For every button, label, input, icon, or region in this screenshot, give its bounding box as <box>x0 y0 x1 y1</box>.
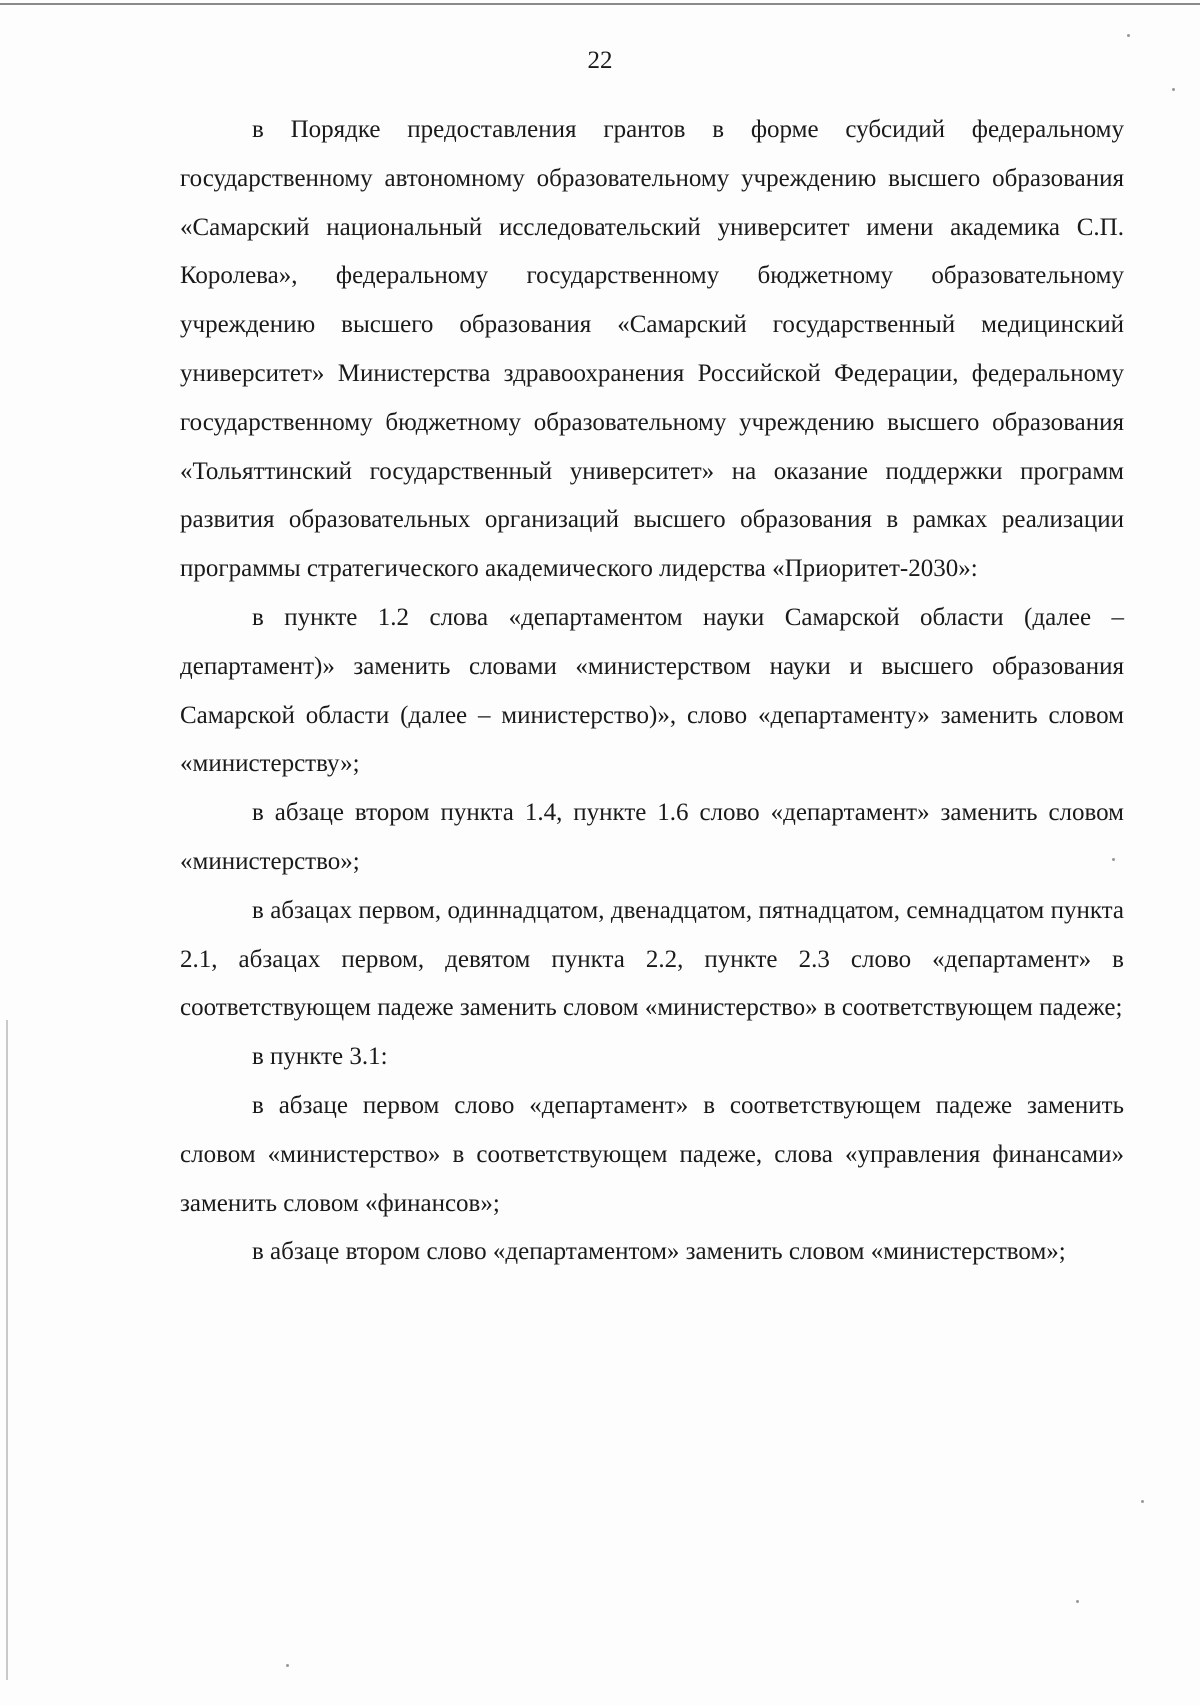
scan-speck <box>1127 34 1130 37</box>
page-number: 22 <box>587 47 613 74</box>
paragraph-clause-1-4: в абзаце втором пункта 1.4, пункте 1.6 слово «департамент» заменить словом «министерство»; <box>180 799 1124 875</box>
scan-top-border <box>0 3 1200 5</box>
scan-left-edge <box>6 1020 8 1680</box>
paragraph-grant-procedure: в Порядке предоставления грантов в форме субсидий федеральному государственному автономному образовательному учреждению высшего образования «Самарский национальный исследовательский университет имени академика С.П. Королева», федеральному государственному бюджетному образовательному учреждению высшего образования «Самарский государственный медицинский университет» Министерства здравоохранения Российской Федерации, федеральному государственному бюджетному образовательному учреждению высшего образования «Тольяттинский государственный университет» на оказание поддержки программ развития образовательных организаций высшего образования в рамках реализации программы стратегического академического лидерства «Приоритет-2030»: <box>180 116 1124 583</box>
scan-speck <box>1172 88 1175 91</box>
document-body <box>180 106 1124 1277</box>
paragraph-clause-3-1-heading: в пункте 3.1: <box>252 1043 388 1071</box>
paragraph-clause-3-1-second: в абзаце втором слово «департаментом» заменить словом «министерством»; <box>252 1238 1066 1266</box>
paragraph-clause-1-2: в пункте 1.2 слова «департаментом науки Самарской области (далее – департамент)» заменить словами «министерством науки и высшего образования Самарской области (далее – министерство)», слово «департаменту» заменить словом «министерству»; <box>180 603 1124 778</box>
scan-speck <box>1076 1600 1079 1603</box>
paragraph-clause-3-1-first: в абзаце первом слово «департамент» в соответствующем падеже заменить словом «министерство» в соответствующем падеже, слова «управления финансами» заменить словом «финансов»; <box>180 1091 1124 1217</box>
paragraph-clauses-2-1-2-3: в абзацах первом, одиннадцатом, двенадцатом, пятнадцатом, семнадцатом пункта 2.1, абзацах первом, девятом пункта 2.2, пункте 2.3 слово «департамент» в соответствующем падеже заменить словом «министерство» в соответствующем падеже; <box>180 896 1124 1022</box>
scan-speck <box>1141 1500 1144 1503</box>
scan-speck <box>286 1664 289 1667</box>
